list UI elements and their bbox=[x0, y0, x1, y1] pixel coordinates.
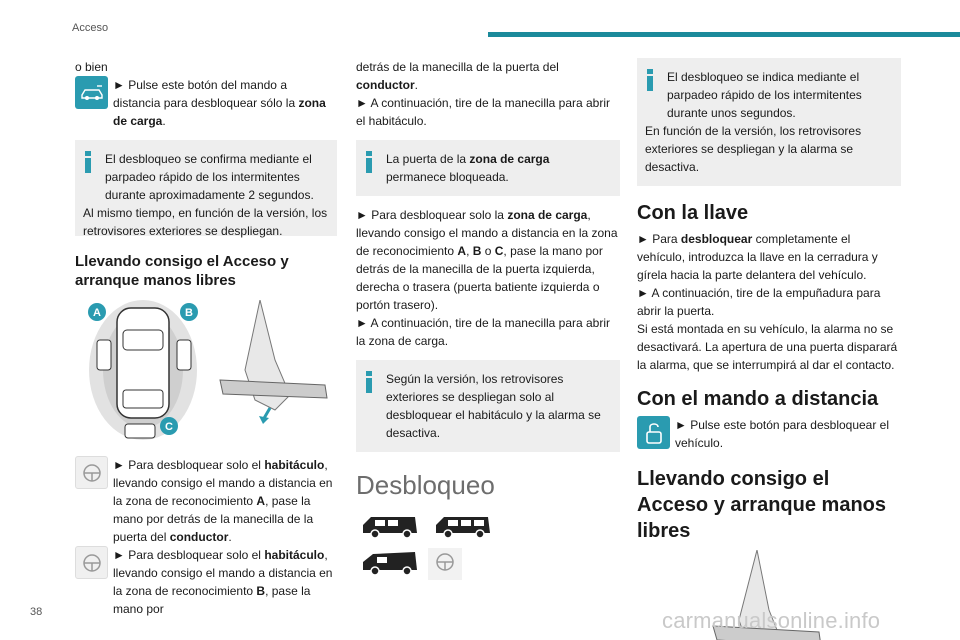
p1-c: . bbox=[162, 114, 166, 128]
van-icon bbox=[434, 513, 494, 541]
c2-p2-f: B bbox=[472, 244, 482, 258]
c2-p2-a: ► Para desbloquear solo la bbox=[356, 208, 508, 222]
zone-a-label: A bbox=[93, 307, 101, 319]
p3-a: ► Para desbloquear solo el bbox=[113, 548, 265, 562]
heading-manos-libres: Llevando consigo el Acceso y arranque manos libres bbox=[75, 253, 289, 289]
note1-line1: El desbloqueo se confirma mediante el parpadeo rápido de los intermitentes durante aproximadamente 2 segundos. bbox=[105, 152, 314, 202]
unlock-padlock-icon bbox=[637, 416, 670, 449]
column-1 bbox=[75, 58, 337, 618]
c2-p2-i: , pase la mano por detrás de la manecilla de la puerta izquierda, derecha o trasera (puerta batiente izquierda o portón trasero). bbox=[356, 244, 603, 312]
unlock-cabin-a bbox=[75, 456, 337, 546]
info-note-1 bbox=[75, 140, 337, 236]
info-note-unlock-signal bbox=[637, 58, 901, 186]
c2-p1-c: . bbox=[414, 78, 419, 92]
vehicle-versions-icons bbox=[356, 508, 620, 588]
p1-a: ► Pulse este botón del mando a distancia para desbloquear sólo la bbox=[113, 78, 299, 110]
column-2 bbox=[356, 58, 620, 588]
p3-b: habitáculo bbox=[264, 548, 325, 562]
steering-wheel-icon bbox=[428, 548, 462, 580]
c2-p1-b: conductor bbox=[356, 78, 415, 92]
info-icon bbox=[366, 151, 372, 173]
steering-wheel-icon bbox=[75, 546, 108, 579]
c2-p2-e: , bbox=[466, 244, 473, 258]
p2-d: A bbox=[256, 494, 266, 508]
illustrations-row bbox=[75, 300, 337, 450]
c2-note1-a: La puerta de la bbox=[386, 152, 470, 166]
column-3 bbox=[637, 58, 901, 640]
o-bien-text: o bien bbox=[75, 60, 108, 74]
p2-e: , pase la mano por detrás de la manecilla de la puerta del bbox=[113, 494, 314, 544]
info-note-cargo-locked bbox=[356, 140, 620, 196]
c2-p2-h: C bbox=[494, 244, 504, 258]
section-title-desbloqueo: Desbloqueo bbox=[356, 470, 495, 500]
cargo-unlock-instruction bbox=[75, 76, 337, 130]
c3-p2: ► Pulse este botón para desbloquear el vehículo. bbox=[675, 418, 890, 450]
c3-p1-c: completamente el vehículo, introduzca la llave en la cerradura y gírela hacia la parte delantera del vehículo. bbox=[637, 232, 878, 282]
c3-p1-e: Si está montada en su vehículo, la alarma no se desactivará. La apertura de una puerta disparará la alarma, que se interrumpirá al dar el contacto. bbox=[637, 322, 898, 372]
c2-note1-b: zona de carga bbox=[469, 152, 550, 166]
p3-c: , llevando consigo el mando a distancia en la zona de reconocimiento bbox=[113, 548, 333, 598]
p2-a: ► Para desbloquear solo el bbox=[113, 458, 265, 472]
c3-p1-d: ► A continuación, tire de la empuñadura para abrir la puerta. bbox=[637, 286, 881, 318]
c2-note2: Según la versión, los retrovisores exteriores se despliegan solo al desbloquear el habitáculo y la alarma se desactiva. bbox=[386, 372, 601, 440]
watermark: carmanualsonline.info bbox=[662, 608, 881, 633]
vehicle-zones-diagram bbox=[85, 300, 205, 448]
zone-c-label: C bbox=[165, 421, 173, 433]
p2-b: habitáculo bbox=[264, 458, 325, 472]
p3-d: B bbox=[256, 584, 266, 598]
steering-wheel-icon bbox=[75, 456, 108, 489]
c2-p2-d: A bbox=[457, 244, 467, 258]
c2-p1-a: detrás de la manecilla de la puerta del bbox=[356, 60, 559, 74]
c3-p1-b: desbloquear bbox=[680, 232, 753, 246]
heading-acceso-manos-libres: Llevando consigo el Acceso y arranque manos libres bbox=[637, 468, 886, 542]
header-accent-bar bbox=[488, 32, 960, 37]
c2-p2-g: o bbox=[481, 244, 495, 258]
hand-door-handle-illustration bbox=[215, 300, 335, 430]
page-number: 38 bbox=[30, 606, 43, 618]
p2-f: conductor bbox=[169, 530, 229, 544]
c3-note1-a: El desbloqueo se indica mediante el parpadeo rápido de los intermitentes durante unos segundos. bbox=[667, 70, 862, 120]
c2-p2-c: , llevando consigo el mando a distancia en la zona de reconocimiento bbox=[356, 208, 618, 258]
c2-p1-d: ► A continuación, tire de la manecilla para abrir el habitáculo. bbox=[356, 96, 611, 128]
c2-note1-c: permanece bloqueada. bbox=[386, 170, 509, 184]
info-icon bbox=[85, 151, 91, 173]
heading-con-el-mando: Con el mando a distancia bbox=[637, 388, 879, 410]
c3-note1-b: En función de la versión, los retrovisores exteriores se despliegan y la alarma se desactiva. bbox=[645, 124, 862, 174]
c2-p3: ► A continuación, tire de la manecilla para abrir la zona de carga. bbox=[356, 316, 611, 348]
info-icon bbox=[366, 371, 372, 393]
p3-e: , pase la mano por bbox=[113, 584, 311, 616]
unlock-cabin-b bbox=[75, 546, 337, 618]
panel-van-icon bbox=[361, 548, 421, 578]
info-icon bbox=[647, 69, 653, 91]
van-icon bbox=[361, 513, 421, 541]
p2-g: . bbox=[228, 530, 232, 544]
p2-c: , llevando consigo el mando a distancia en la zona de reconocimiento bbox=[113, 458, 333, 508]
heading-con-la-llave: Con la llave bbox=[637, 202, 749, 224]
zone-b-label: B bbox=[185, 307, 193, 319]
header-section: Acceso bbox=[72, 22, 109, 34]
p1-b: zona de carga bbox=[113, 96, 326, 128]
cargo-unlock-key-icon bbox=[75, 76, 108, 109]
remote-unlock-instruction bbox=[637, 416, 901, 452]
note1-line2: Al mismo tiempo, en función de la versión, los retrovisores exteriores se despliegan. bbox=[83, 206, 328, 238]
c3-p1-a: ► Para bbox=[637, 232, 681, 246]
c2-p2-b: zona de carga bbox=[507, 208, 588, 222]
info-note-mirrors bbox=[356, 360, 620, 452]
